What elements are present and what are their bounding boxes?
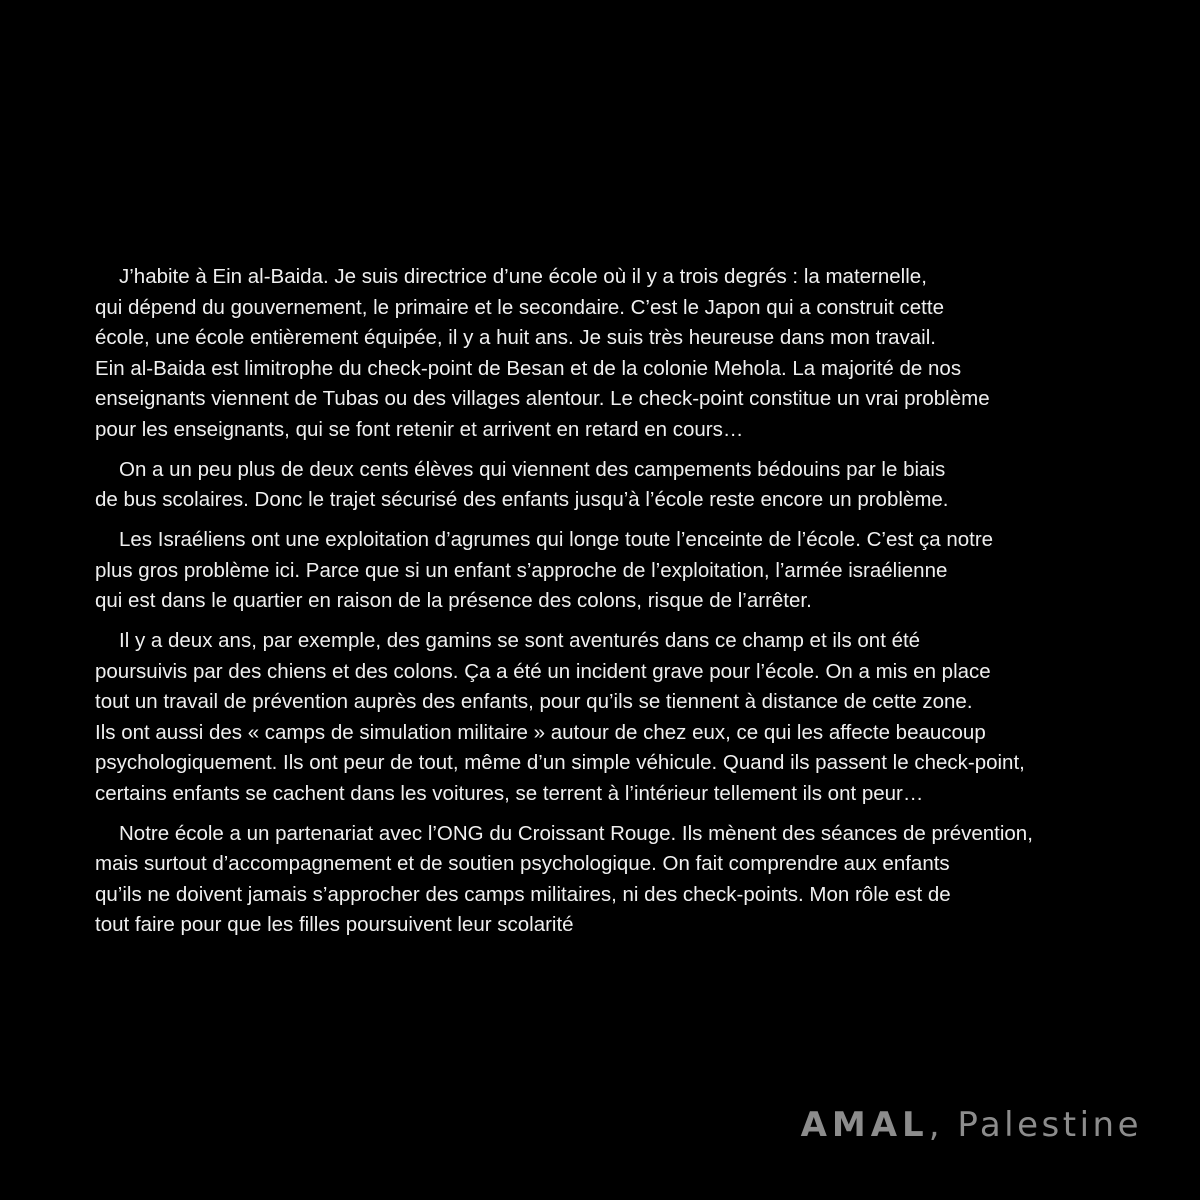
text-line: Notre école a un partenariat avec l’ONG du Croissant Rouge. Ils mènent des séances de prévention, [119,821,1033,845]
text-line: Il y a deux ans, par exemple, des gamins se sont aventurés dans ce champ et ils ont été [119,629,921,652]
signature [801,1105,1142,1145]
text-line: école, une école entièrement équipée, il y a huit ans. Je suis très heureuse dans mon travail. [95,326,936,349]
paragraph-1 [95,262,1125,445]
text-line: tout faire pour que les filles poursuivent leur scolarité [95,913,574,936]
text-line: enseignants viennent de Tubas ou des villages alentour. Le check-point constitue un vrai problème [95,387,990,410]
signature-place: Palestine [957,1105,1142,1145]
text-line: J’habite à Ein al-Baida. Je suis directrice d’une école où il y a trois degrés : la maternelle, [119,265,927,288]
text-line: On a un peu plus de deux cents élèves qui viennent des campements bédouins par le biais [119,457,946,481]
text-line: tout un travail de prévention auprès des enfants, pour qu’ils se tiennent à distance de cette zone. [95,690,973,713]
text-line: psychologiquement. Ils ont peur de tout, même d’un simple véhicule. Quand ils passent le check-point, [95,751,1025,774]
text-line: qui dépend du gouvernement, le primaire et le secondaire. C’est le Japon qui a construit cette [95,295,944,319]
text-line: mais surtout d’accompagnement et de soutien psychologique. On fait comprendre aux enfants [95,852,950,875]
text-line: pour les enseignants, qui se font retenir et arrivent en retard en cours… [95,417,744,441]
paragraph-4 [95,626,1125,809]
text-line: plus gros problème ici. Parce que si un enfant s’approche de l’exploitation, l’armée israélienne [95,558,948,582]
paragraph-2 [95,455,1125,516]
signature-separator: , [928,1105,958,1145]
text-line: de bus scolaires. Donc le trajet sécurisé des enfants jusqu’à l’école reste encore un problème. [95,488,949,511]
text-line: Ils ont aussi des « camps de simulation militaire » autour de chez eux, ce qui les affecte beaucoup [95,720,986,744]
testimony-text [95,262,1125,950]
text-line: poursuivis par des chiens et des colons. Ça a été un incident grave pour l’école. On a mis en place [95,659,991,683]
text-line: qui est dans le quartier en raison de la présence des colons, risque de l’arrêter. [95,589,812,612]
text-line: qu’ils ne doivent jamais s’approcher des camps militaires, ni des check-points. Mon rôle est de [95,882,951,906]
paragraph-3 [95,525,1125,617]
signature-name: AMAL [800,1105,929,1145]
text-line: certains enfants se cachent dans les voitures, se terrent à l’intérieur tellement ils ont peur… [95,781,924,805]
text-line: Les Israéliens ont une exploitation d’agrumes qui longe toute l’enceinte de l’école. C’est ça notre [119,528,994,551]
text-line: Ein al-Baida est limitrophe du check-point de Besan et de la colonie Mehola. La majorité de nos [95,356,962,380]
paragraph-5 [95,819,1125,941]
